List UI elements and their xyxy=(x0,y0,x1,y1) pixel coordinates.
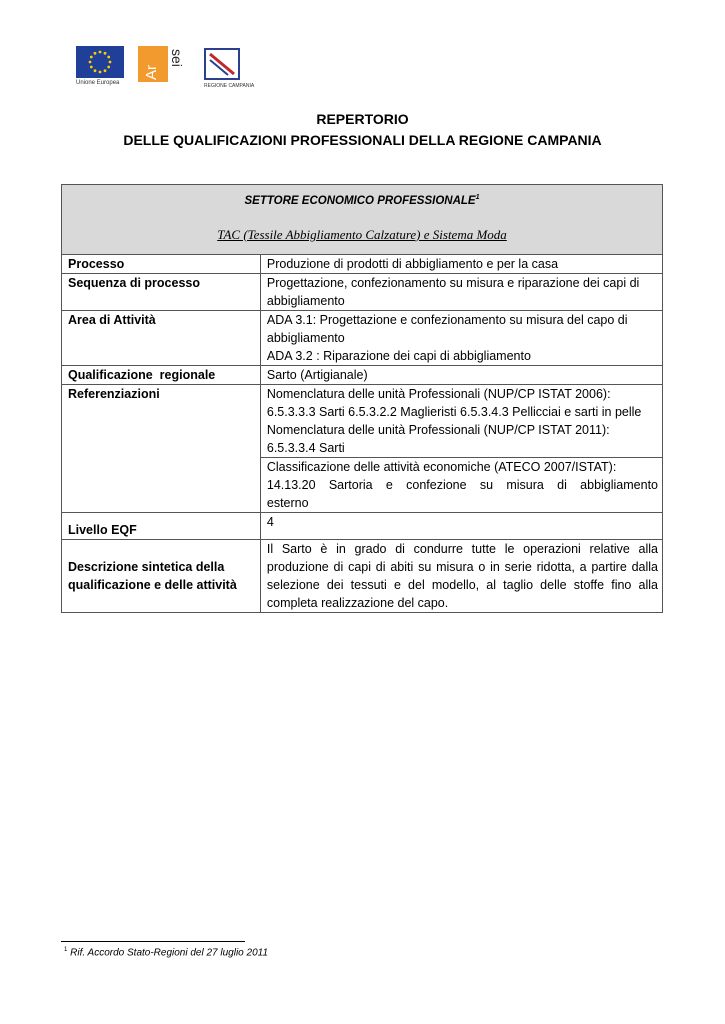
arsei-logo xyxy=(138,46,185,90)
row-label-eqf: Livello EQF xyxy=(62,513,261,540)
table-row xyxy=(62,513,663,540)
footnote-number: 1 xyxy=(64,947,68,953)
ada-3-1: ADA 3.1: Progettazione e confezionamento su misura del capo di abbigliamento xyxy=(266,313,628,345)
table-row xyxy=(62,385,663,458)
row-value-nup xyxy=(260,385,662,458)
descrizione-label-line1: Descrizione sintetica della xyxy=(68,560,225,574)
document-title: REPERTORIO xyxy=(316,111,409,127)
row-value-eqf: 4 xyxy=(260,513,662,540)
table-row xyxy=(62,366,663,385)
nup-2011-title: Nomenclatura delle unità Professionali (NUP/CP ISTAT 2011): xyxy=(266,423,610,437)
table-row xyxy=(62,311,663,366)
nup-2006-title: Nomenclatura delle unità Professionali (NUP/CP ISTAT 2006): xyxy=(266,387,611,401)
row-value-processo: Produzione di prodotti di abbigliamento e per la casa xyxy=(260,255,662,274)
footnote-divider xyxy=(61,941,245,942)
descrizione-label-line2: qualificazione e delle attività xyxy=(68,578,237,592)
ateco-codes: 14.13.20 Sartoria e confezione su misura di abbigliamento esterno xyxy=(266,478,662,510)
row-label-area: Area di Attività xyxy=(62,311,261,366)
row-value-sequenza: Progettazione, confezionamento su misura e riparazione dei capi di abbigliamento xyxy=(260,274,662,311)
eu-logo xyxy=(76,46,126,90)
footnote-ref: 1 xyxy=(475,194,480,201)
sector-header-cell xyxy=(62,185,663,255)
nup-2006-codes: 6.5.3.3.3 Sarti 6.5.3.2.2 Maglieristi 6.5.3.4.3 Pellicciai e sarti in pelle xyxy=(266,405,642,419)
ateco-title: Classificazione delle attività economiche (ATECO 2007/ISTAT): xyxy=(266,460,617,474)
eu-flag-icon xyxy=(76,46,124,78)
document-subtitle: DELLE QUALIFICAZIONI PROFESSIONALI DELLA REGIONE CAMPANIA xyxy=(123,132,602,148)
footnote-text: Rif. Accordo Stato-Regioni del 27 luglio 2011 xyxy=(70,947,269,959)
row-label-processo: Processo xyxy=(62,255,261,274)
campania-shield-icon xyxy=(204,48,240,80)
campania-logo xyxy=(204,48,255,92)
row-value-qualificazione: Sarto (Artigianale) xyxy=(260,366,662,385)
row-value-area xyxy=(260,311,662,366)
nup-2011-codes: 6.5.3.3.4 Sarti xyxy=(266,441,345,455)
eu-logo-label: Unione Europea xyxy=(76,80,120,86)
footnote xyxy=(64,947,268,958)
campania-logo-label: REGIONE CAMPANIA xyxy=(204,83,255,89)
row-label-descrizione xyxy=(62,540,261,613)
row-value-ateco xyxy=(260,458,662,513)
table-row xyxy=(62,255,663,274)
table-row xyxy=(62,540,663,613)
table-row xyxy=(62,274,663,311)
qualification-table xyxy=(61,184,663,613)
ada-3-2: ADA 3.2 : Riparazione dei capi di abbigliamento xyxy=(266,349,531,363)
row-value-descrizione: Il Sarto è in grado di condurre tutte le operazioni relative alla produzione di capi di abiti su misura o in serie ridotta, a partire dalla selezione dei tessuti e del modello, al taglio delle stoffe fino alla completa realizzazione del capo. xyxy=(260,540,662,613)
row-label-sequenza: Sequenza di processo xyxy=(62,274,261,311)
arsei-logo-sei: sei xyxy=(169,49,185,67)
sector-name: TAC (Tessile Abbigliamento Calzature) e Sistema Moda xyxy=(217,226,507,242)
sector-label: SETTORE ECONOMICO PROFESSIONALE$^1$ xyxy=(244,194,480,207)
arsei-logo-ar: Ar xyxy=(143,65,160,80)
row-label-referenziazioni: Referenziazioni xyxy=(62,385,261,513)
table-header-row xyxy=(62,185,663,255)
row-label-qualificazione: Qualificazione regionale xyxy=(62,366,261,385)
